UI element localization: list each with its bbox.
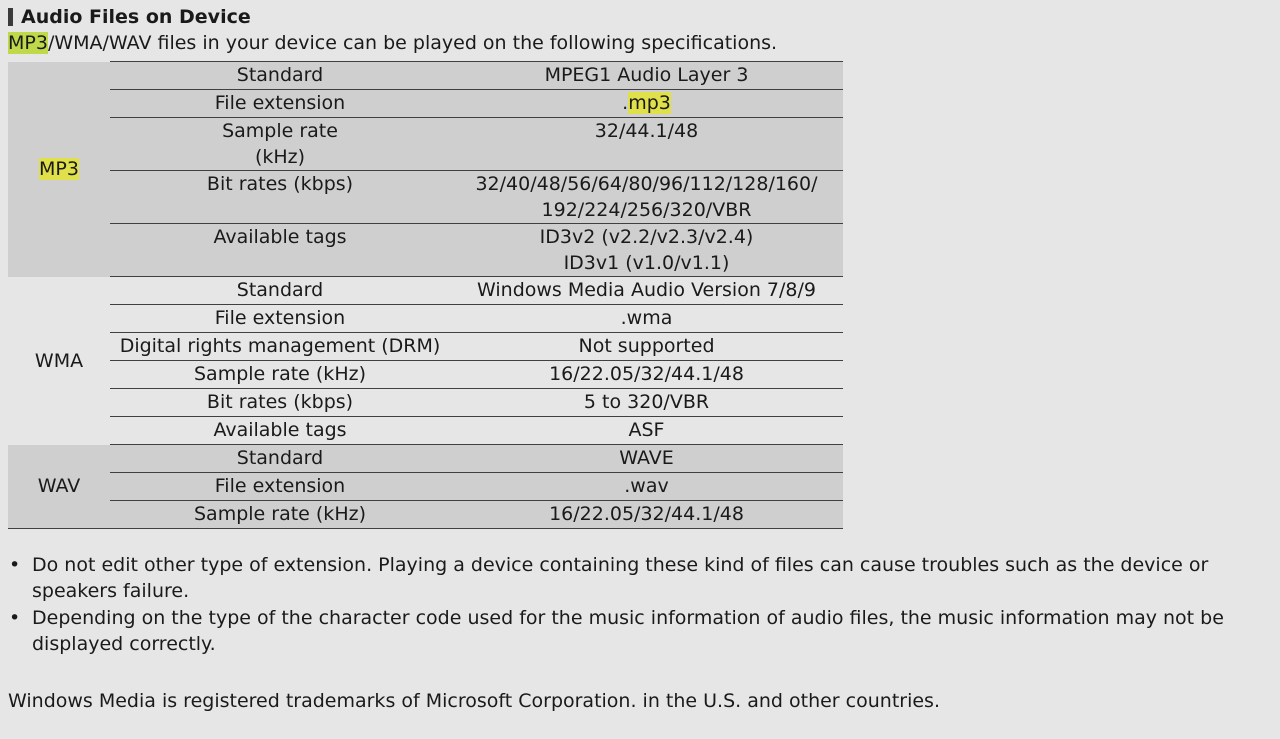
cell-value: Not supported	[450, 333, 843, 361]
cell-value: 32/44.1/48	[450, 118, 843, 171]
intro-rest: /WMA/WAV files in your device can be played on the following specifications.	[47, 32, 778, 54]
cell-value: .wma	[450, 305, 843, 333]
table-row	[8, 224, 843, 277]
section-heading	[8, 5, 251, 29]
cell-key: Digital rights management (DRM)	[110, 333, 450, 361]
heading-text: Audio Files on Device	[21, 6, 251, 28]
cell-key: File extension	[110, 90, 450, 118]
cell-value: Windows Media Audio Version 7/8/9	[450, 277, 843, 305]
cell-key: Sample rate (kHz)	[110, 118, 450, 171]
table-row	[8, 361, 843, 389]
table-row	[8, 333, 843, 361]
cell-key: Sample rate (kHz)	[110, 501, 450, 529]
cell-value: ASF	[450, 417, 843, 445]
cell-key: File extension	[110, 305, 450, 333]
bullet-icon: •	[9, 554, 21, 576]
cell-key: Bit rates (kbps)	[110, 171, 450, 224]
cell-key: Standard	[110, 445, 450, 473]
cell-key: Standard	[110, 62, 450, 90]
note-text: Depending on the type of the character code used for the music information of audio files, the music information may not be displayed correctly.	[32, 607, 1224, 655]
table-row	[8, 473, 843, 501]
list-item	[8, 552, 1273, 604]
table-row	[8, 118, 843, 171]
trademark-notice: Windows Media is registered trademarks of Microsoft Corporation. in the U.S. and other countries.	[8, 690, 940, 712]
cell-value: 16/22.05/32/44.1/48	[450, 501, 843, 529]
group-label-mp3: MP3	[8, 62, 110, 277]
cell-key: Available tags	[110, 224, 450, 277]
cell-value: 5 to 320/VBR	[450, 389, 843, 417]
cell-value: .mp3	[450, 90, 843, 118]
bullet-icon: •	[9, 607, 21, 629]
cell-value: 32/40/48/56/64/80/96/112/128/160/ 192/224/256/320/VBR	[450, 171, 843, 224]
cell-key: Standard	[110, 277, 450, 305]
table-row	[8, 90, 843, 118]
cell-key: Bit rates (kbps)	[110, 389, 450, 417]
ext-highlight: mp3	[628, 92, 671, 114]
table-row	[8, 417, 843, 445]
table-row	[8, 277, 843, 305]
table-row	[8, 305, 843, 333]
table-row	[8, 171, 843, 224]
note-text: Do not edit other type of extension. Playing a device containing these kind of files can cause troubles such as the device or speakers failure.	[32, 554, 1209, 602]
group-label-wma: WMA	[8, 277, 110, 445]
audio-spec-table	[8, 61, 843, 529]
heading-marker-icon	[8, 8, 13, 26]
notes-list	[8, 552, 1273, 658]
table-row	[8, 389, 843, 417]
cell-key: Sample rate (kHz)	[110, 361, 450, 389]
table-row	[8, 445, 843, 473]
cell-key: File extension	[110, 473, 450, 501]
cell-value: 16/22.05/32/44.1/48	[450, 361, 843, 389]
cell-value: WAVE	[450, 445, 843, 473]
intro-text	[8, 31, 777, 55]
table-row	[8, 62, 843, 90]
cell-key: Available tags	[110, 417, 450, 445]
cell-value: MPEG1 Audio Layer 3	[450, 62, 843, 90]
table-row	[8, 501, 843, 529]
list-item	[8, 605, 1273, 657]
group-label-wav: WAV	[8, 445, 110, 529]
cell-value: .wav	[450, 473, 843, 501]
intro-highlight: MP3	[8, 32, 48, 54]
cell-value: ID3v2 (v2.2/v2.3/v2.4) ID3v1 (v1.0/v1.1)	[450, 224, 843, 277]
